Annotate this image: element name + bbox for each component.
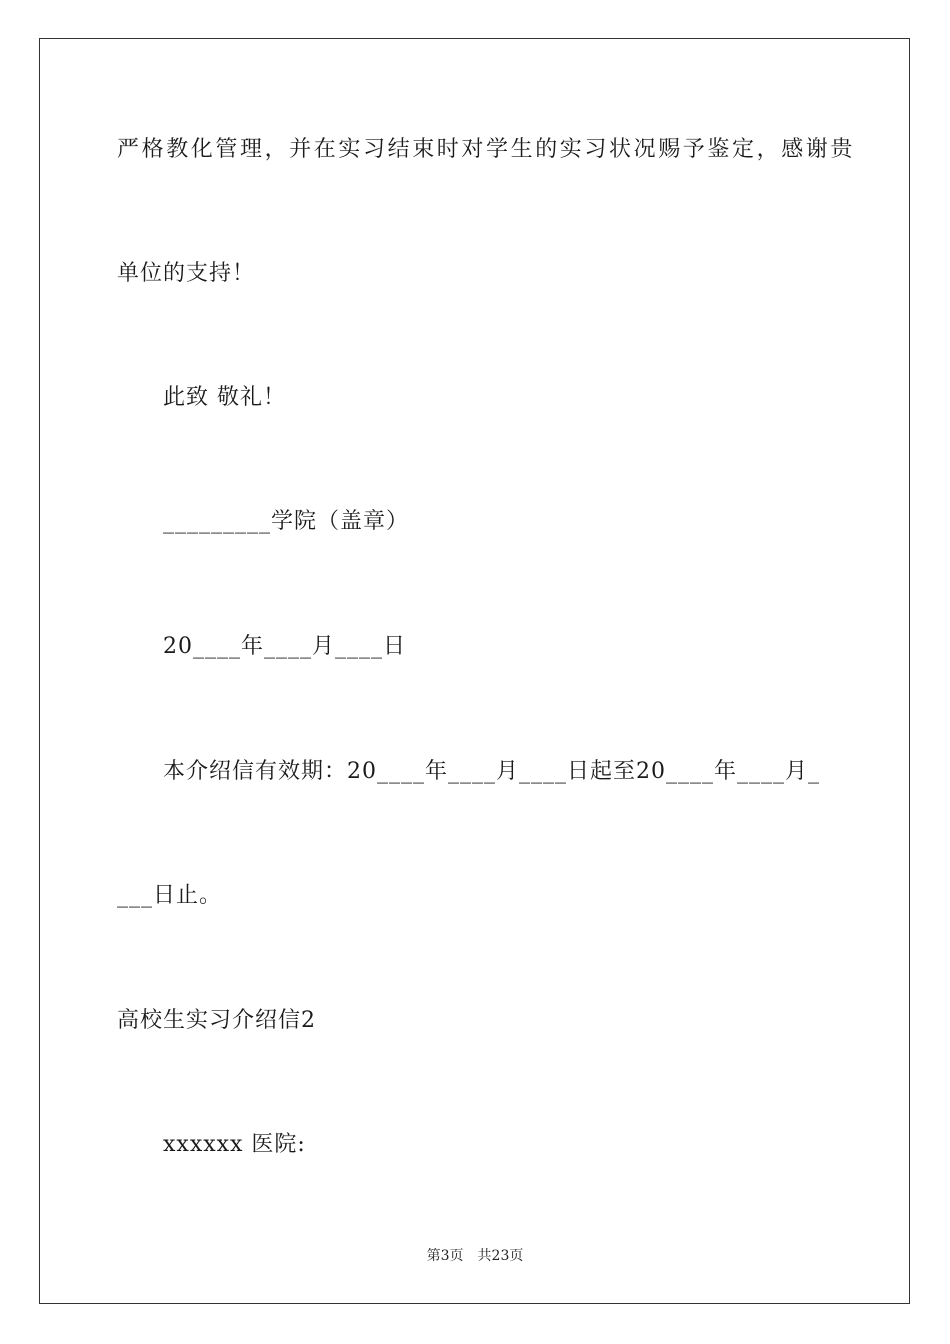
- body-text-line: 单位的支持！: [117, 261, 256, 286]
- recipient-line: xxxxxx 医院:: [163, 1132, 306, 1157]
- body-text-line: 严格教化管理，并在实习结束时对学生的实习状况赐予鉴定，感谢贵: [117, 137, 856, 162]
- college-seal-line: _________学院（盖章）: [163, 509, 410, 534]
- validity-period-line-end: ___日止。: [117, 883, 223, 908]
- date-line: 20____年____月____日: [163, 634, 406, 659]
- closing-salutation: 此致 敬礼！: [163, 385, 286, 410]
- validity-period-line: 本介绍信有效期：20____年____月____日起至20____年____月_: [163, 759, 820, 784]
- section-heading: 高校生实习介绍信2: [117, 1008, 316, 1033]
- page-number: 第3页 共23页: [426, 1248, 524, 1264]
- page-border: [39, 38, 910, 1304]
